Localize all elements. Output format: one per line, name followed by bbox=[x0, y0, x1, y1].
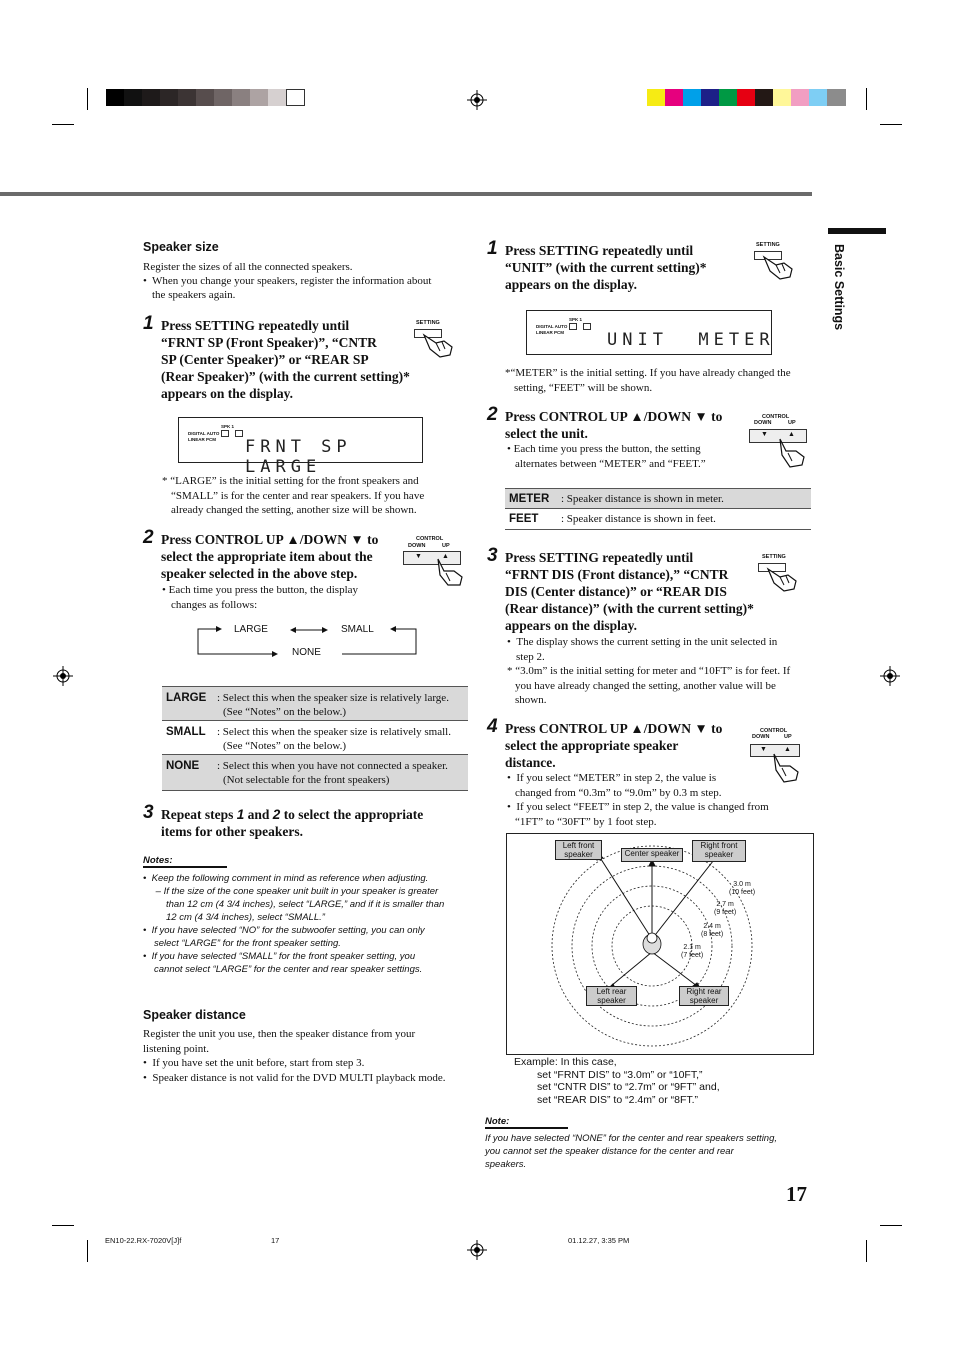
table-row: FEET : Speaker distance is shown in feet. bbox=[505, 509, 811, 530]
right-rear-speaker: Right rear speaker bbox=[679, 986, 729, 1006]
left-front-speaker: Left front speaker bbox=[555, 840, 602, 860]
side-tab: Basic Settings bbox=[832, 244, 846, 331]
crop-mark bbox=[52, 124, 74, 125]
hand-pointer-icon bbox=[764, 563, 804, 593]
side-tab-bar bbox=[828, 228, 886, 234]
crop-mark bbox=[866, 88, 867, 110]
distance-label: 2.4 m (8 feet) bbox=[701, 923, 724, 938]
unit-step-2-text: Press CONTROL UP ▲/DOWN ▼ to select the unit. bbox=[505, 409, 723, 441]
crop-mark bbox=[52, 1225, 74, 1226]
setting-button: SETTING bbox=[756, 552, 806, 596]
table-row: METER : Speaker distance is shown in meter. bbox=[505, 489, 811, 509]
control-button: CONTROL DOWN UP ▼ ▲ bbox=[748, 413, 812, 471]
step-2-note: • Each time you press the button, the display changes as follows: bbox=[162, 584, 359, 611]
crop-mark bbox=[880, 1225, 902, 1226]
step-number: 1 bbox=[143, 313, 154, 334]
crop-mark bbox=[880, 124, 902, 125]
footnote: *“METER” is the initial setting. If you have already changed the setting, “FEET” will be shown. bbox=[505, 367, 791, 394]
bullet-text: the speakers again. bbox=[152, 289, 236, 301]
distance-label: 3.0 m (10 feet) bbox=[729, 881, 756, 896]
control-button: CONTROL DOWN UP ▼ ▲ bbox=[748, 727, 808, 785]
table-row: NONE : Select this when you have not connected a speaker. (Not selectable for the front speakers) bbox=[162, 755, 468, 791]
crop-mark bbox=[87, 88, 88, 110]
speaker-size-heading: Speaker size bbox=[143, 240, 219, 254]
registration-target-icon bbox=[467, 1240, 487, 1260]
page-number: 17 bbox=[786, 1182, 807, 1206]
hand-pointer-icon bbox=[420, 329, 460, 359]
footer-date: 01.12.27, 3:35 PM bbox=[568, 1236, 630, 1245]
lcd-text: UNIT METER bbox=[607, 330, 775, 350]
footnote: * “LARGE” is the initial setting for the front speakers and “SMALL” is for the center and rear speakers. If you have already changed the setting, another size will be shown. bbox=[162, 475, 425, 516]
step-1-text: Press SETTING repeatedly until “FRNT SP (Front Speaker)”, “CNTR SP (Center Speaker)” or “REAR SP (Rear Speaker)” (with the current setting)* appears on the display. bbox=[161, 318, 410, 401]
step-number: 2 bbox=[487, 404, 498, 425]
distance-step-3-text: Press SETTING repeatedly until “FRNT DIS (Front distance),” “CNTR DIS (Center distance)” or “REAR DIS (Rear distance)” (with the current setting)* appears on the display. bbox=[505, 550, 754, 633]
notes-title: Notes: bbox=[143, 855, 173, 866]
unit-table bbox=[505, 488, 811, 530]
step-number: 2 bbox=[143, 527, 154, 548]
setting-button: SETTING bbox=[404, 318, 464, 360]
step-number: 4 bbox=[487, 716, 498, 737]
footer-page: 17 bbox=[271, 1236, 280, 1245]
cycle-none: NONE bbox=[292, 647, 321, 658]
left-rear-speaker: Left rear speaker bbox=[586, 986, 637, 1006]
step-2-note: • Each time you press the button, the setting alternates between “METER” and “FEET.” bbox=[507, 443, 706, 470]
crop-mark bbox=[866, 1240, 867, 1262]
note-rule bbox=[485, 1127, 568, 1129]
hand-pointer-icon bbox=[432, 557, 466, 587]
lcd-text: FRNT SP LARGE bbox=[245, 437, 352, 477]
table-row: SMALL : Select this when the speaker size is relatively small. (See “Notes” on the below.) bbox=[162, 721, 468, 755]
registration-target-icon bbox=[53, 666, 73, 686]
notes-list: • Keep the following comment in mind as reference when adjusting. – If the size of the cone speaker unit built in your speaker is greater than 12 cm (4 3/4 inches), select “LARGE,” and if it is smaller than 12 cm (4 3/4 inches), select “SMALL.” • If you have selected “NO” for the subwoofer setting, you can only select “LARGE” for the front speaker setting. • If you have selected “SMALL” for the front speaker setting, you cannot select “LARGE” for the center and rear speaker settings. bbox=[143, 873, 445, 975]
notes-rule bbox=[143, 866, 227, 868]
cycle-small: SMALL bbox=[341, 624, 374, 635]
step-3-notes: • The display shows the current setting in the unit selected in step 2. * “3.0m” is the initial setting for meter and “10FT” is for feet. If you have already changed the setting, another value will be shown. bbox=[507, 636, 791, 706]
unit-step-1-text: Press SETTING repeatedly until “UNIT” (with the current setting)* appears on the display. bbox=[505, 243, 707, 292]
footer-file: EN10-22.RX-7020V[J]f bbox=[105, 1236, 182, 1245]
registration-target-icon bbox=[880, 666, 900, 686]
hand-pointer-icon bbox=[774, 437, 810, 469]
right-front-speaker: Right front speaker bbox=[692, 840, 746, 862]
distance-step-4-text: Press CONTROL UP ▲/DOWN ▼ to select the appropriate speaker distance. bbox=[505, 721, 723, 770]
distance-label: 2.7 m (9 feet) bbox=[714, 901, 737, 916]
speaker-size-table bbox=[162, 686, 468, 791]
cycle-large: LARGE bbox=[234, 624, 268, 635]
step-4-notes: • If you select “METER” in step 2, the value is changed from “0.3m” to “9.0m” by 0.3 m step. • If you select “FEET” in step 2, the value is changed from “1FT” to “30FT” by 1 foot step. bbox=[507, 772, 769, 828]
step-number: 3 bbox=[487, 545, 498, 566]
display-panel: SPK 1 DIGITAL AUTO LINEAR PCM UNIT METER bbox=[526, 310, 772, 355]
speaker-distance-diagram bbox=[506, 833, 814, 1055]
speaker-distance-intro: Register the unit you use, then the speaker distance from your listening point. • If you have set the unit before, start from step 3. • Speaker distance is not valid for the DVD MULTI playback mode. bbox=[143, 1028, 446, 1084]
step-3-text: Repeat steps 1 and 2 to select the appropriate items for other speakers. bbox=[161, 807, 424, 839]
example-text: Example: In this case, set “FRNT DIS” to “3.0m” or “10FT,” set “CNTR DIS” to “2.7m” or “9FT” and, set “REAR DIS” to “2.4m” or “8FT.” bbox=[514, 1056, 720, 1106]
speaker-distance-heading: Speaker distance bbox=[143, 1008, 246, 1022]
step-number: 1 bbox=[487, 238, 498, 259]
setting-button: SETTING bbox=[752, 240, 802, 284]
step-number: 3 bbox=[143, 802, 154, 823]
center-speaker: Center speaker bbox=[621, 848, 683, 862]
display-panel: SPK 1 DIGITAL AUTO LINEAR PCM FRNT SP LARGE bbox=[178, 417, 423, 463]
note-title: Note: bbox=[485, 1116, 510, 1127]
table-row: LARGE : Select this when the speaker size is relatively large. (See “Notes” on the below.) bbox=[162, 687, 468, 721]
cycle-diagram bbox=[196, 622, 418, 658]
registration-target-icon bbox=[467, 90, 487, 110]
bullet-text: When you change your speakers, register the information about bbox=[152, 275, 432, 287]
crop-mark bbox=[87, 1240, 88, 1262]
control-button: CONTROL DOWN UP ▼ ▲ bbox=[402, 535, 466, 587]
bullet: • bbox=[143, 275, 147, 287]
note-text: If you have selected “NONE” for the center and rear speakers setting, you cannot set the speaker distance for the center and rear speakers. bbox=[485, 1133, 778, 1170]
distance-label: 2.1 m (7 feet) bbox=[681, 944, 704, 959]
hand-pointer-icon bbox=[760, 251, 800, 281]
step-2-text: Press CONTROL UP ▲/DOWN ▼ to select the appropriate item about the speaker selected in the above step. bbox=[161, 532, 379, 581]
top-rule bbox=[0, 192, 812, 196]
speaker-size-intro: Register the sizes of all the connected speakers. bbox=[143, 261, 353, 273]
